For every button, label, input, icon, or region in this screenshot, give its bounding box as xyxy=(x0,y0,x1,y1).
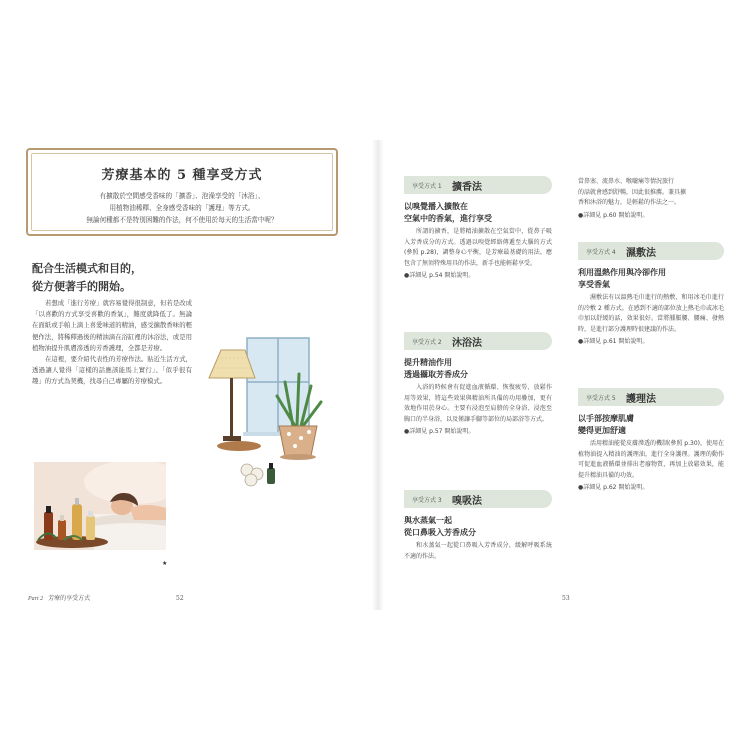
section-more-link: ●詳細見 p.57 開始說明。 xyxy=(404,428,475,436)
section-label: 享受方式 4 xyxy=(586,249,616,256)
section-heading-line: 空氣中的香氣，進行享受 xyxy=(404,213,492,223)
section-label: 享受方式 5 xyxy=(586,395,616,402)
section-more-link: ●詳細見 p.54 開始說明。 xyxy=(404,272,475,280)
continuation-line: 當鼻塞、流鼻水、喉嚨痛等情況旅行 xyxy=(578,178,675,185)
section-heading xyxy=(404,200,552,224)
section-header xyxy=(404,490,552,508)
lead-paragraph: 在這裡，要介紹代表性的芳療作法。貼近生活方式，透過讓人覺得「這樣的話應該能馬上實行」、「似乎很有趣」的方式為契機，找尋自己專屬的芳療模式。 xyxy=(32,355,192,386)
spa-photo xyxy=(34,462,166,550)
section-body xyxy=(578,439,724,481)
section-name: 濕敷法 xyxy=(626,248,656,259)
footer-part: Part 2 xyxy=(28,596,44,602)
section-diffusion xyxy=(404,176,552,281)
section-name: 沐浴法 xyxy=(452,338,482,349)
section-header xyxy=(578,388,724,406)
section-header xyxy=(404,332,552,350)
section-label: 享受方式 2 xyxy=(412,339,442,346)
page-number-right: 53 xyxy=(562,595,570,602)
section-heading-line: 享受香氣 xyxy=(578,279,610,289)
section-bath xyxy=(404,332,552,437)
section-heading xyxy=(578,266,724,290)
section-more-link: ●詳細見 p.61 開始說明。 xyxy=(578,338,649,346)
continuation-line: 香和沐浴的魅力，是輕鬆的作法之一。 xyxy=(578,199,681,207)
section-compress xyxy=(578,242,724,347)
section-body xyxy=(404,383,552,425)
section-label: 享受方式 1 xyxy=(412,183,442,190)
section-heading-line: 利用溫熱作用與冷卻作用 xyxy=(578,267,666,277)
section-paragraph: 入浴的時候會有促進血液循環、恢復疲勞、放鬆作用等效果，將這些效果與精油所具備的功用疊加，更有效地作用於身心。主要有浸泡至肩膀的全身浴、浸泡至胸口的半身浴，以及僅讓手腳等部位的局部浴等方式。 xyxy=(404,384,552,423)
page-title: 芳療基本的 5 種享受方式 xyxy=(101,168,263,183)
section-more-link: ●詳細見 p.62 開始說明。 xyxy=(578,484,649,492)
section-heading xyxy=(404,514,552,538)
section-body xyxy=(404,227,552,269)
continuation-more-link: ●詳細見 p.60 開始說明。 xyxy=(578,211,649,219)
footer-title: 芳療的享受方式 xyxy=(48,595,91,602)
section-label: 享受方式 3 xyxy=(412,497,442,504)
lead-title-line: 配合生活模式和目的， xyxy=(32,262,142,275)
continuation-body xyxy=(578,177,722,209)
continuation-text xyxy=(578,174,722,221)
section-header xyxy=(578,242,724,260)
section-body xyxy=(578,293,724,335)
star-mark: ★ xyxy=(162,560,168,567)
section-header xyxy=(404,176,552,194)
section-heading-line: 從口鼻吸入芳香成分 xyxy=(404,527,476,537)
book-spine xyxy=(372,140,384,610)
section-body xyxy=(404,541,552,562)
section-heading-line: 提升精油作用 xyxy=(404,357,452,367)
page-number-left: 52 xyxy=(176,595,184,602)
section-name: 嗅吸法 xyxy=(452,496,482,507)
section-heading-line: 與水蒸氣一起 xyxy=(404,515,452,525)
left-page xyxy=(12,140,372,610)
lead-title xyxy=(32,260,142,296)
lead-paragraph: 若想成「進行芳療」就容易覺得很制意，但若是改成「以喜歡的方式享受喜歡的香氣」，難度就降低了。無論在面紙或手帕上滴上喜愛味道的精油，感受擴散香味的輕便作法，將稀釋過後的精油滴在浴缸裡的沐浴法，或是用植物油提升肌膚滲透的芳香護理，全都是芳療。 xyxy=(32,299,192,352)
section-heading-line: 以嗅覺播入擴散在 xyxy=(404,201,468,211)
section-heading xyxy=(404,356,552,380)
section-name: 擴香法 xyxy=(452,182,482,193)
section-heading-line: 以手部按摩肌膚 xyxy=(578,413,634,423)
intro-line: 無論何種都不是特別困難的作法，何不使用於每天的生活當中呢？ xyxy=(86,216,278,224)
section-paragraph: 活用精油能從皮膚滲透的機制(參照 p.30)，使用在植物油提入精油的護理油，進行全身護理。護理的動作可促進血液循環並排出老廢物質，再加上放鬆效果，能提升精油具備的功效。 xyxy=(578,440,724,479)
intro-line: 有擴散於空間感受香味的「擴香」、泡澡享受的「沐浴」、 xyxy=(99,192,265,200)
title-box xyxy=(26,148,338,236)
lamp-plant-image xyxy=(207,336,357,494)
spa-photo-image xyxy=(34,462,166,550)
lamp-plant-illustration xyxy=(207,336,357,494)
continuation-line: 的話就會感到舒暢，因此很推薦。兼具擴 xyxy=(578,188,687,196)
section-inhalation xyxy=(404,490,552,562)
right-page xyxy=(384,140,740,610)
section-paragraph: 所謂的擴香，是將精油擴散在空氣當中，從鼻子吸入芳香成分的方式。透過以嗅覺經絡傳遞至大腦的方式(參照 p.28)，調整身心平衡，是芳療最基礎的用法。應包含了無須特殊用具的作法，新手也能輕鬆享受。 xyxy=(404,228,552,267)
section-name: 護理法 xyxy=(626,394,656,405)
section-heading xyxy=(578,412,724,436)
intro-text xyxy=(50,190,314,226)
lead-text xyxy=(32,298,192,388)
section-care xyxy=(578,388,724,493)
section-heading-line: 透過攝取芳香成分 xyxy=(404,369,468,379)
page-footer xyxy=(28,593,90,602)
section-paragraph: 和水蒸氣一起從口鼻吸入芳香成分，緩解呼吸系統不適的作法。 xyxy=(404,542,552,560)
lead-title-line: 從方便著手的開始。 xyxy=(32,280,131,293)
section-paragraph: 濕敷法有以溫熱毛巾進行的熱敷，和用冰毛巾進行的冷敷 2 種方式。在感到不適的部位放上熱毛巾或冰毛巾加以舒緩的話，效果很好。當將腫脹腰、腰痛、發熱時，是進行部分護理時很建議的作法。 xyxy=(578,294,724,333)
section-heading-line: 變得更加舒適 xyxy=(578,425,626,435)
intro-line: 用植物油稀釋、全身感受香味的「護理」等方式。 xyxy=(109,204,255,212)
